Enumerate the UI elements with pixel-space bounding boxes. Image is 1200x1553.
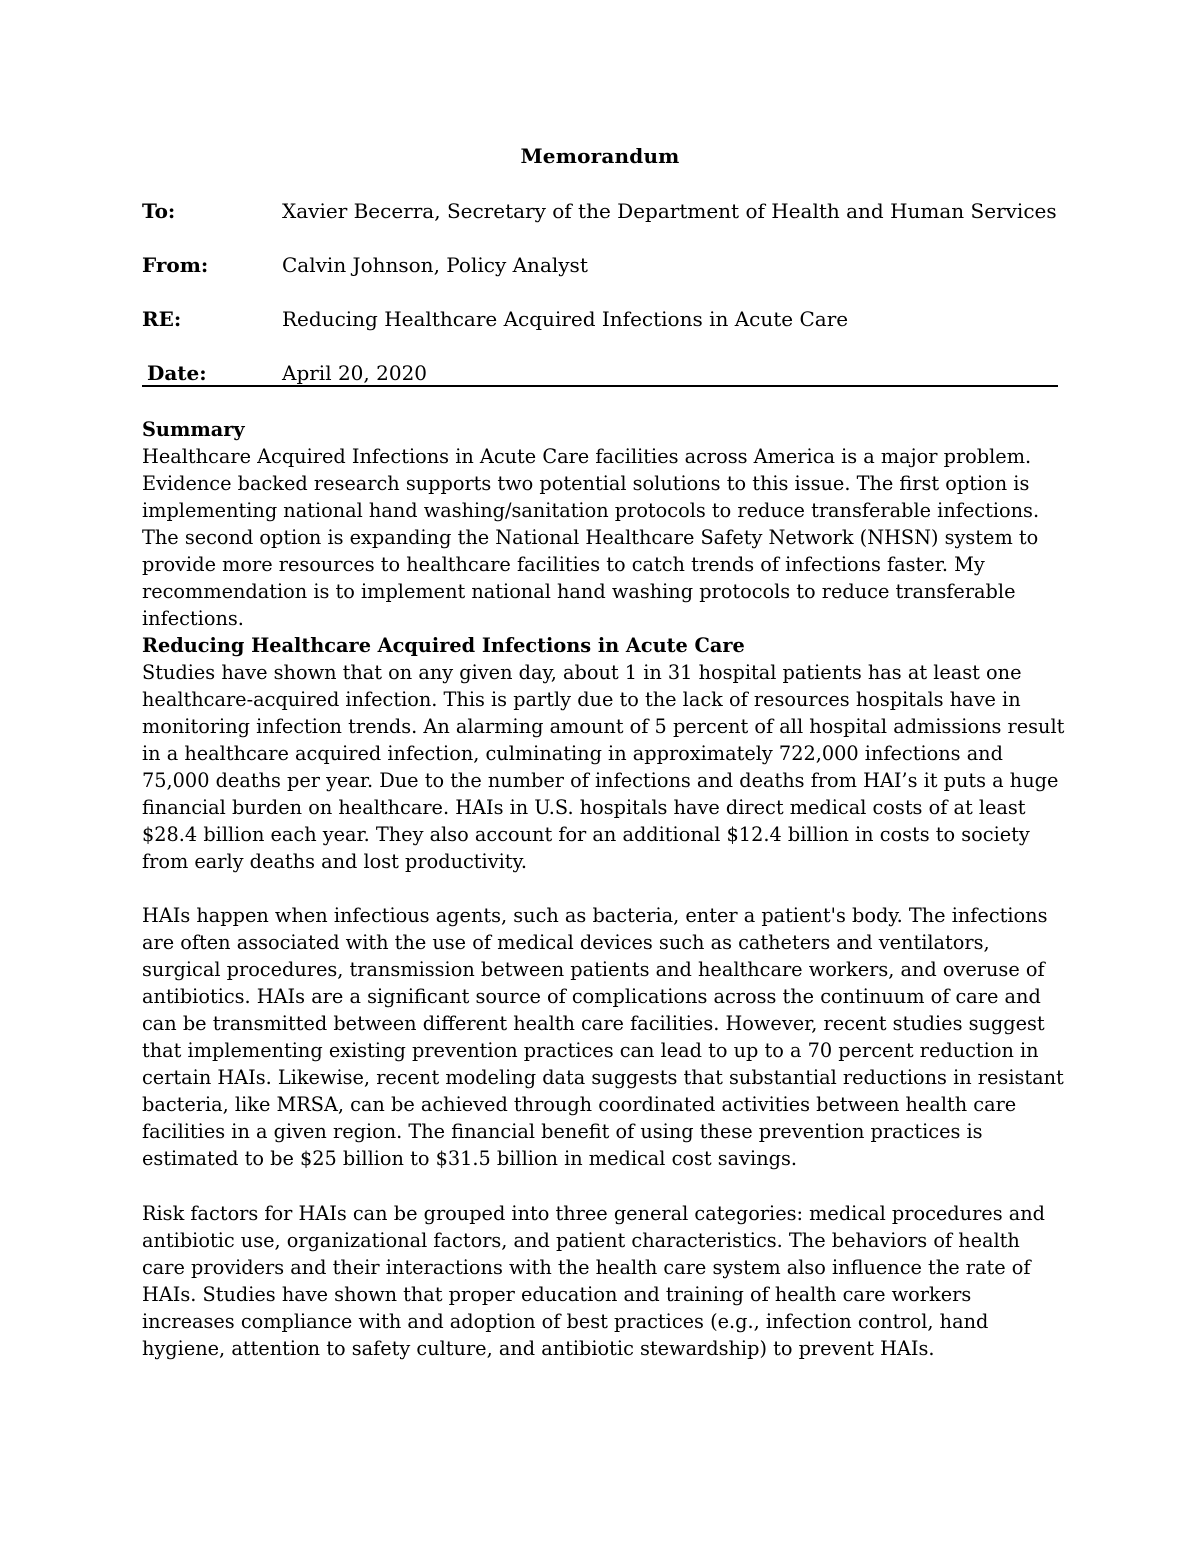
to-label: To: — [142, 199, 176, 223]
summary-paragraph: Healthcare Acquired Infections in Acute Care facilities across America is a major problem. Evidence backed research supports two potential solutions to this issue. The first option is implementing national hand washing/sanitation protocols to reduce transferable infections. The second option is expanding the National Healthcare Safety Network (NHSN) system to provide more resources to healthcare facilities to catch trends of infections faster. My recommendation is to implement national hand washing protocols to reduce transferable infections. — [142, 445, 1040, 630]
section-paragraph-3: Risk factors for HAIs can be grouped into three general categories: medical procedures and antibiotic use, organizational factors, and patient characteristics. The behaviors of health care providers and their interactions with the health care system also influence the rate of HAIs. Studies have shown that proper education and training of health care workers increases compliance with and adoption of best practices (e.g., infection control, hand hygiene, attention to safety culture, and antibiotic stewardship) to prevent HAIs. — [142, 1202, 1045, 1360]
section-paragraph-2-block — [142, 902, 1067, 1172]
date-label: Date: — [147, 361, 207, 385]
date-value: April 20, 2020 — [282, 361, 428, 385]
summary-section — [142, 416, 1067, 632]
section-paragraph-3-block — [142, 1200, 1067, 1362]
re-label: RE: — [142, 307, 182, 331]
memo-from-row — [142, 251, 1058, 279]
memo-re-row — [142, 305, 1058, 333]
to-value: Xavier Becerra, Secretary of the Department of Health and Human Services — [282, 199, 1057, 223]
memo-title: Memorandum — [520, 144, 680, 168]
memo-to-row — [142, 197, 1058, 225]
reducing-hai-section — [142, 632, 1067, 875]
from-label: From: — [142, 253, 209, 277]
from-value: Calvin Johnson, Policy Analyst — [282, 253, 588, 277]
section-paragraph-2: HAIs happen when infectious agents, such as bacteria, enter a patient's body. The infections are often associated with the use of medical devices such as catheters and ventilators, surgical procedures, transmission between patients and healthcare workers, and overuse of antibiotics. HAIs are a significant source of complications across the continuum of care and can be transmitted between different health care facilities. However, recent studies suggest that implementing existing prevention practices can lead to up to a 70 percent reduction in certain HAIs. Likewise, recent modeling data suggests that substantial reductions in resistant bacteria, like MRSA, can be achieved through coordinated activities between health care facilities in a given region. The financial benefit of using these prevention practices is estimated to be $25 billion to $31.5 billion in medical cost savings. — [142, 904, 1064, 1170]
header-divider — [142, 385, 1058, 387]
memo-date-row — [142, 359, 1058, 387]
section-heading: Reducing Healthcare Acquired Infections in Acute Care — [142, 634, 745, 657]
summary-heading: Summary — [142, 418, 245, 441]
section-paragraph-1: Studies have shown that on any given day, about 1 in 31 hospital patients has at least one healthcare-acquired infection. This is partly due to the lack of resources hospitals have in monitoring infection trends. An alarming amount of 5 percent of all hospital admissions result in a healthcare acquired infection, culminating in approximately 722,000 infections and 75,000 deaths per year. Due to the number of infections and deaths from HAI’s it puts a huge financial burden on healthcare. HAIs in U.S. hospitals have direct medical costs of at least $28.4 billion each year. They also account for an additional $12.4 billion in costs to society from early deaths and lost productivity. — [142, 661, 1065, 873]
re-value: Reducing Healthcare Acquired Infections in Acute Care — [282, 307, 849, 331]
